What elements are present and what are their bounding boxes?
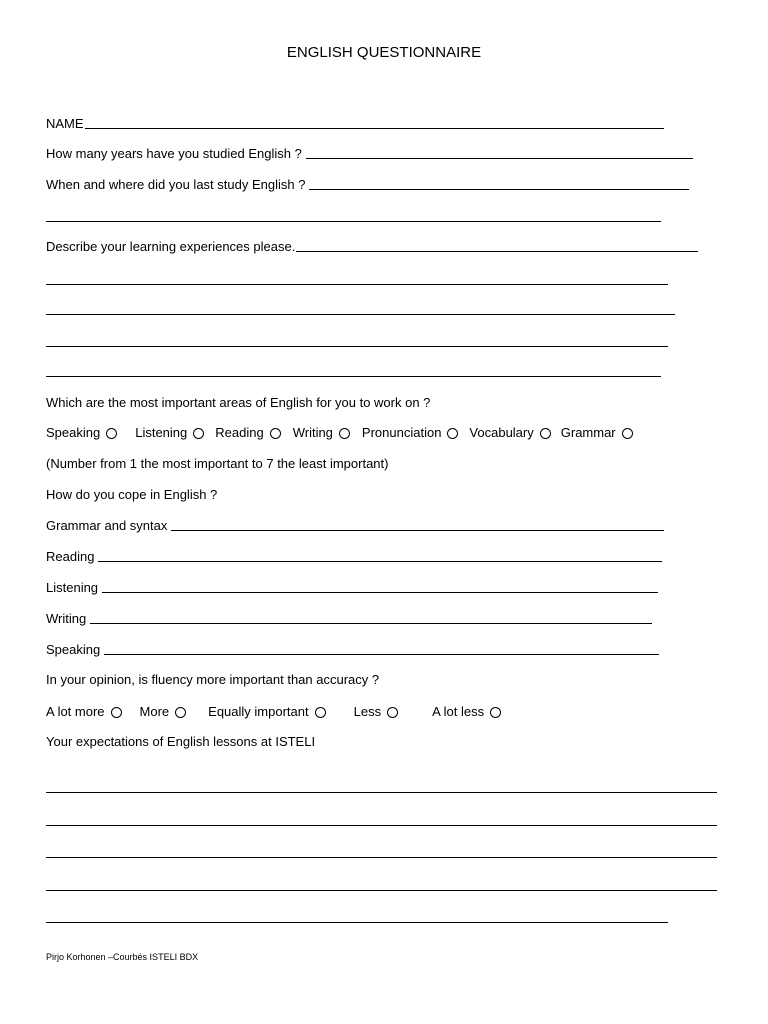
listening-label: Listening xyxy=(46,580,99,595)
area-option-grammar[interactable] xyxy=(561,425,633,440)
experiences-label: Describe your learning experiences please. xyxy=(46,239,296,254)
numbering-label: (Number from 1 the most important to 7 the least important) xyxy=(46,456,389,471)
option-label: Reading xyxy=(215,425,264,440)
speaking-row xyxy=(46,642,659,657)
option-label: Listening xyxy=(135,425,188,440)
radio-circle-icon[interactable] xyxy=(490,707,501,718)
fluency-option-a-lot-less[interactable] xyxy=(432,704,501,719)
writing-answer-line[interactable] xyxy=(90,613,652,624)
years-answer-line[interactable] xyxy=(306,148,693,159)
radio-circle-icon[interactable] xyxy=(540,428,551,439)
reading-row xyxy=(46,549,662,564)
expectations-line-2[interactable] xyxy=(46,825,717,826)
option-label: More xyxy=(139,704,170,719)
years-label: How many years have you studied English ? xyxy=(46,146,302,161)
radio-circle-icon[interactable] xyxy=(111,707,122,718)
experiences-row xyxy=(46,239,698,254)
option-label: A lot more xyxy=(46,704,105,719)
radio-circle-icon[interactable] xyxy=(175,707,186,718)
cope-label: How do you cope in English ? xyxy=(46,487,218,502)
cope-question xyxy=(46,487,217,502)
page-title: ENGLISH QUESTIONNAIRE xyxy=(286,44,482,61)
option-label: Writing xyxy=(292,425,333,440)
when-where-row xyxy=(46,177,689,192)
name-label: NAME xyxy=(46,116,84,131)
areas-question xyxy=(46,395,430,410)
fluency-option-a-lot-more[interactable] xyxy=(46,704,122,719)
footer-credit: Pirjo Korhonen –Courbés ISTELI BDX xyxy=(46,952,199,962)
radio-circle-icon[interactable] xyxy=(106,428,117,439)
areas-options xyxy=(46,425,633,440)
when-where-extra-line[interactable] xyxy=(46,221,661,222)
areas-label: Which are the most important areas of English for you to work on ? xyxy=(46,395,431,410)
option-label: Vocabulary xyxy=(469,425,534,440)
writing-row xyxy=(46,611,652,626)
numbering-instruction xyxy=(46,456,388,471)
option-label: Less xyxy=(353,704,382,719)
area-option-writing[interactable] xyxy=(293,425,350,440)
radio-circle-icon[interactable] xyxy=(447,428,458,439)
radio-circle-icon[interactable] xyxy=(622,428,633,439)
radio-circle-icon[interactable] xyxy=(270,428,281,439)
option-label: Equally important xyxy=(208,704,309,719)
grammar-answer-line[interactable] xyxy=(171,520,664,531)
fluency-option-more[interactable] xyxy=(140,704,187,719)
experiences-line-3[interactable] xyxy=(46,346,668,347)
reading-label: Reading xyxy=(46,549,95,564)
experiences-answer-line[interactable] xyxy=(296,241,698,252)
experiences-line-1[interactable] xyxy=(46,284,668,285)
when-where-label: When and where did you last study English ? xyxy=(46,177,306,192)
option-label: A lot less xyxy=(432,704,485,719)
area-option-listening[interactable] xyxy=(135,425,204,440)
fluency-options xyxy=(46,704,501,719)
expectations-question xyxy=(46,734,315,749)
expectations-label: Your expectations of English lessons at ISTELI xyxy=(46,734,316,749)
writing-label: Writing xyxy=(46,611,87,626)
area-option-speaking[interactable] xyxy=(46,425,117,440)
years-row xyxy=(46,146,693,161)
fluency-option-equally[interactable] xyxy=(208,704,325,719)
radio-circle-icon[interactable] xyxy=(387,707,398,718)
area-option-vocabulary[interactable] xyxy=(469,425,550,440)
listening-row xyxy=(46,580,658,595)
expectations-line-1[interactable] xyxy=(46,792,717,793)
expectations-line-3[interactable] xyxy=(46,857,717,858)
speaking-answer-line[interactable] xyxy=(104,644,659,655)
area-option-pronunciation[interactable] xyxy=(362,425,459,440)
grammar-row xyxy=(46,518,664,533)
option-label: Speaking xyxy=(46,425,101,440)
experiences-line-4[interactable] xyxy=(46,376,661,377)
listening-answer-line[interactable] xyxy=(102,582,658,593)
fluency-label: In your opinion, is fluency more important than accuracy ? xyxy=(46,672,380,687)
option-label: Grammar xyxy=(560,425,616,440)
radio-circle-icon[interactable] xyxy=(315,707,326,718)
fluency-option-less[interactable] xyxy=(354,704,398,719)
expectations-line-4[interactable] xyxy=(46,890,717,891)
radio-circle-icon[interactable] xyxy=(193,428,204,439)
option-label: Pronunciation xyxy=(361,425,442,440)
radio-circle-icon[interactable] xyxy=(339,428,350,439)
expectations-line-5[interactable] xyxy=(46,922,668,923)
experiences-line-2[interactable] xyxy=(46,314,675,315)
reading-answer-line[interactable] xyxy=(98,551,662,562)
speaking-label: Speaking xyxy=(46,642,101,657)
grammar-label: Grammar and syntax xyxy=(46,518,168,533)
name-answer-line[interactable] xyxy=(85,118,664,129)
when-where-answer-line[interactable] xyxy=(309,179,689,190)
name-row xyxy=(46,116,664,131)
area-option-reading[interactable] xyxy=(215,425,280,440)
fluency-question xyxy=(46,672,379,687)
